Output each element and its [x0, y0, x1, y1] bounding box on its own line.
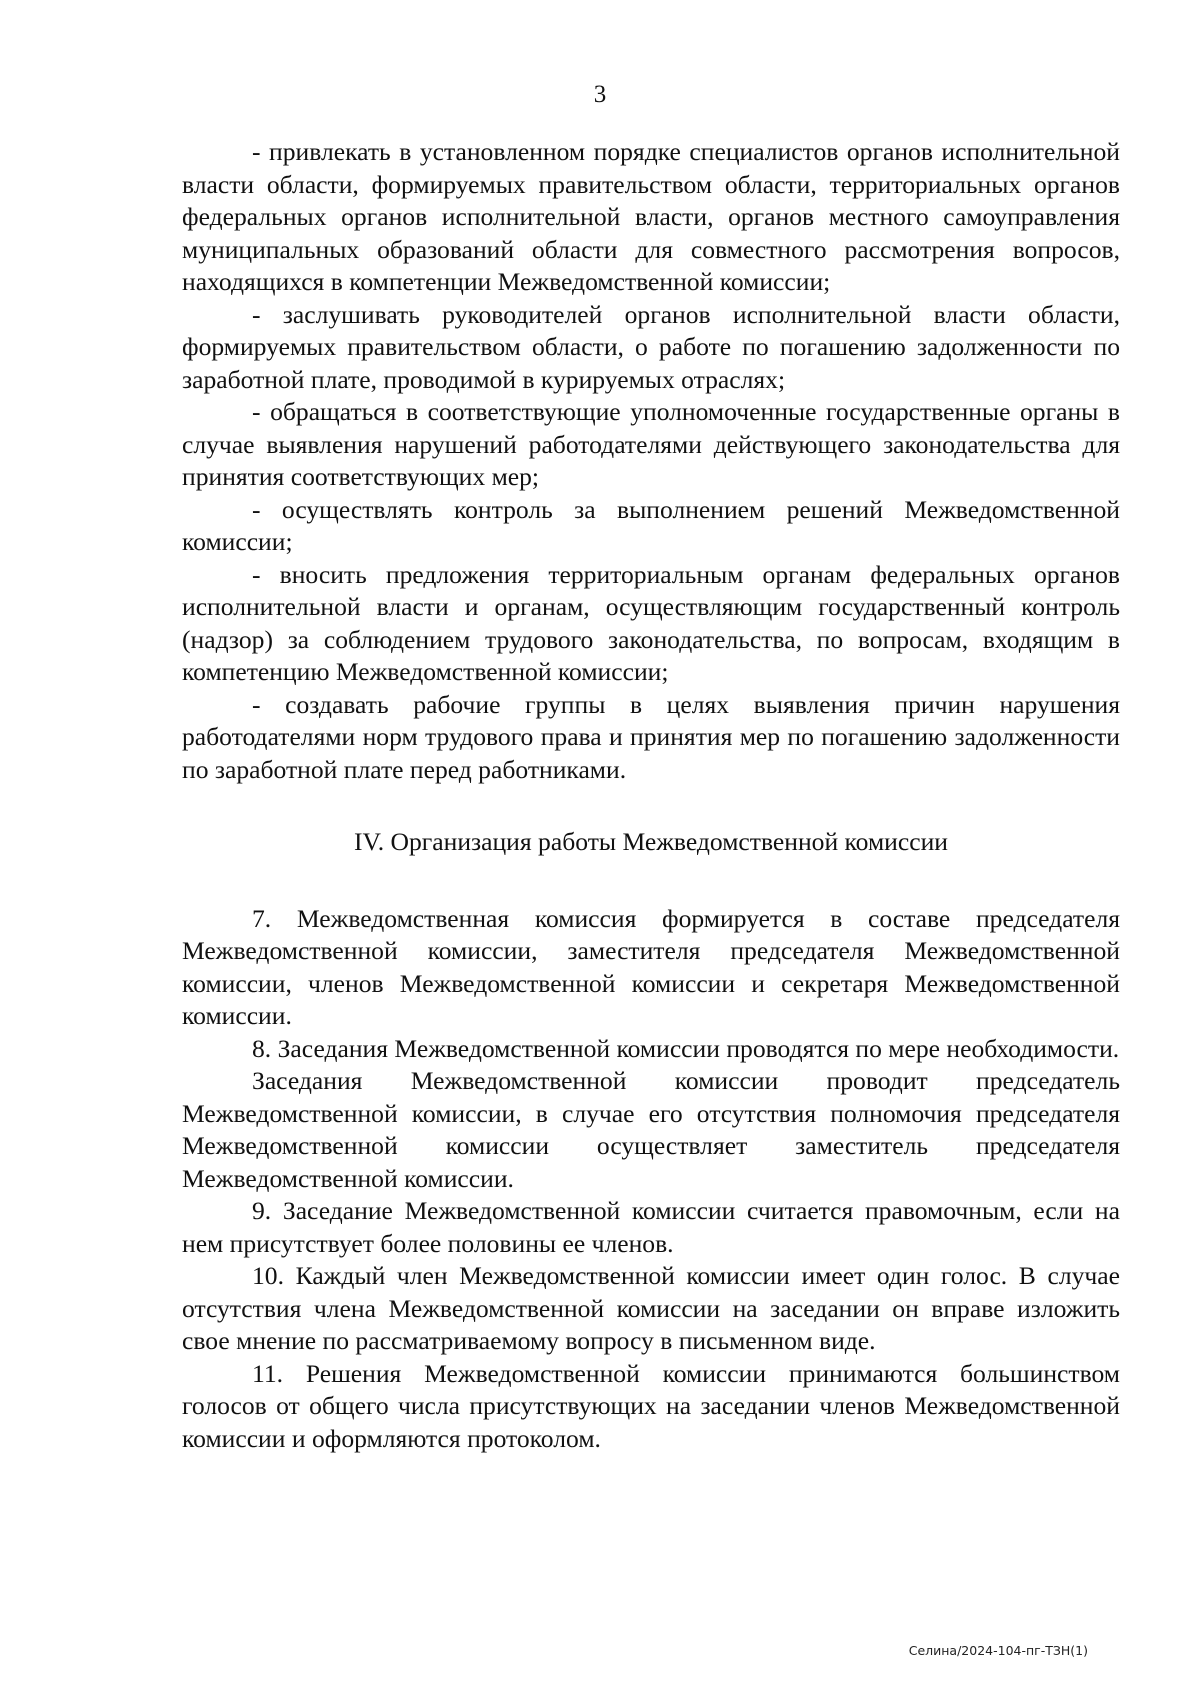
paragraph-item-7: 7. Межведомственная комиссия формируется в составе председателя Межведомственной комиссии, заместителя председателя Межведомственной комиссии, членов Межведомственной комиссии и секретаря Межведомственной комиссии. — [182, 903, 1120, 1030]
paragraph-hear-managers: - заслушивать руководителей органов исполнительной власти области, формируемых правительством области, о работе по погашению задолженности по заработной плате, проводимой в курируемых отраслях; — [182, 299, 1120, 394]
paragraph-invite-specialists: - привлекать в установленном порядке специалистов органов исполнительной власти области, формируемых правительством области, территориальных органов федеральных органов исполнительной власти, органов местного самоуправления муниципальных образований области для совместного рассмотрения вопросов, находящихся в компетенции Межведомственной комиссии; — [182, 137, 1120, 296]
page-number: 3 — [593, 81, 607, 108]
paragraph-item-10: 10. Каждый член Межведомственной комиссии имеет один голос. В случае отсутствия члена Межведомственной комиссии на заседании он вправе изложить свое мнение по рассматриваемому вопросу в письменном виде. — [182, 1261, 1120, 1355]
paragraph-item-9: 9. Заседание Межведомственной комиссии считается правомочным, если на нем присутствует более половины ее членов. — [182, 1196, 1120, 1258]
document-body — [182, 136, 1120, 1455]
paragraph-item-11: 11. Решения Межведомственной комиссии принимаются большинством голосов от общего числа присутствующих на заседании членов Межведомственной комиссии и оформляются протоколом. — [182, 1358, 1120, 1453]
paragraph-control-decisions: - осуществлять контроль за выполнением решений Межведомственной комиссии; — [182, 494, 1120, 556]
paragraph-item-8: 8. Заседания Межведомственной комиссии проводятся по мере необходимости. — [252, 1033, 1120, 1063]
paragraph-item-8-meetings: Заседания Межведомственной комиссии проводит председатель Межведомственной комиссии, в случае его отсутствия полномочия председателя Межведомственной комиссии осуществляет заместитель председателя Межведомственной комиссии. — [182, 1066, 1120, 1193]
paragraph-create-working-groups: - создавать рабочие группы в целях выявления причин нарушения работодателями норм трудового права и принятия мер по погашению задолженности по заработной плате перед работниками. — [182, 689, 1120, 784]
paragraph-apply-to-authorities: - обращаться в соответствующие уполномоченные государственные органы в случае выявления нарушений работодателями действующего законодательства для принятия соответствующих мер; — [182, 397, 1120, 491]
paragraph-make-proposals: - вносить предложения территориальным органам федеральных органов исполнительной власти и органам, осуществляющим государственный контроль (надзор) за соблюдением трудового законодательства, по вопросам, входящим в компетенцию Межведомственной комиссии; — [182, 559, 1120, 686]
section-heading: IV. Организация работы Межведомственной комиссии — [353, 827, 948, 856]
document-code: Селина/2024-104-пг-ТЗН(1) — [908, 1643, 1088, 1658]
